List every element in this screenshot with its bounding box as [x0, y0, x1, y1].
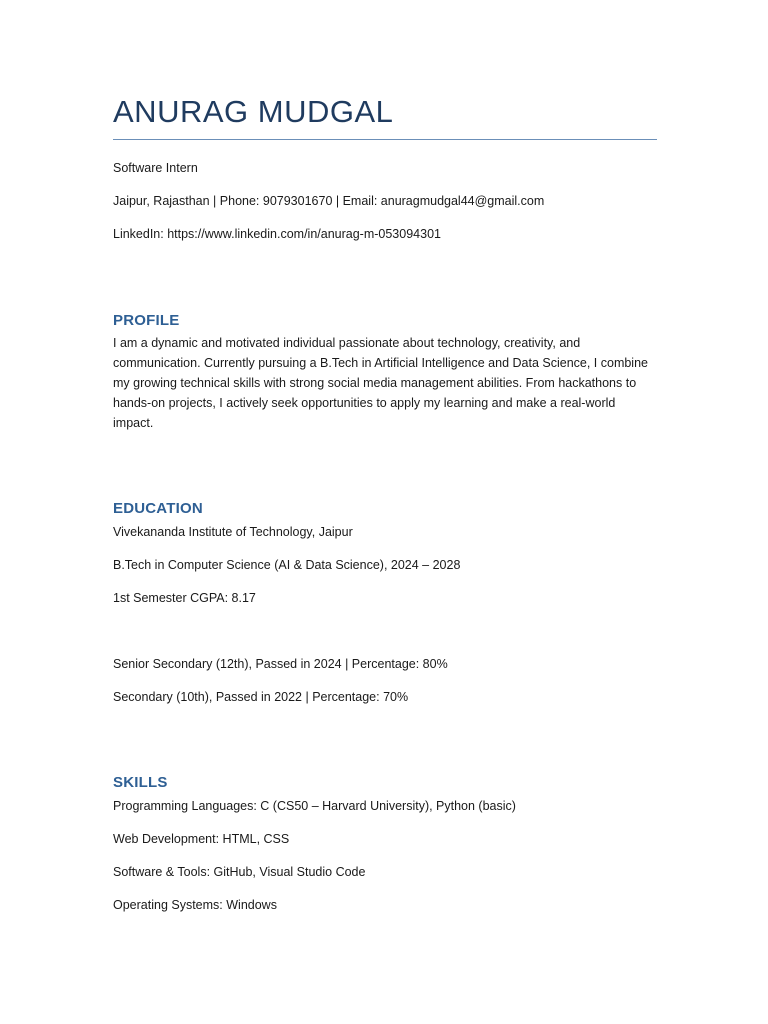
skill-os: Operating Systems: Windows	[113, 898, 277, 912]
education-senior-secondary: Senior Secondary (12th), Passed in 2024 | Percentage: 80%	[113, 657, 448, 671]
profile-text: I am a dynamic and motivated individual passionate about technology, creativity, and communication. Currently pursuing a B.Tech in Artificial Intelligence and Data Science, I combine my growing technical skills with strong social media management abilities. From hackathons to hands-on projects, I actively seek opportunities to apply my learning and make a real-world impact.	[113, 336, 648, 430]
education-degree: B.Tech in Computer Science (AI & Data Science), 2024 – 2028	[113, 558, 461, 572]
skill-tools: Software & Tools: GitHub, Visual Studio Code	[113, 865, 366, 879]
education-secondary: Secondary (10th), Passed in 2022 | Percentage: 70%	[113, 690, 409, 704]
contact-info: Jaipur, Rajasthan | Phone: 9079301670 | Email: anuragmudgal44@gmail.com	[113, 194, 545, 208]
header-divider	[113, 139, 657, 140]
skill-web: Web Development: HTML, CSS	[113, 832, 290, 846]
linkedin-info: LinkedIn: https://www.linkedin.com/in/anurag-m-053094301	[113, 227, 441, 241]
candidate-name: ANURAG MUDGAL	[113, 94, 394, 129]
skill-programming: Programming Languages: C (CS50 – Harvard University), Python (basic)	[113, 799, 516, 813]
education-heading: EDUCATION	[113, 500, 203, 517]
skills-heading: SKILLS	[113, 774, 168, 791]
job-title: Software Intern	[113, 161, 198, 175]
education-institute: Vivekananda Institute of Technology, Jaipur	[113, 525, 353, 539]
education-cgpa: 1st Semester CGPA: 8.17	[113, 591, 256, 605]
profile-heading: PROFILE	[113, 312, 180, 329]
